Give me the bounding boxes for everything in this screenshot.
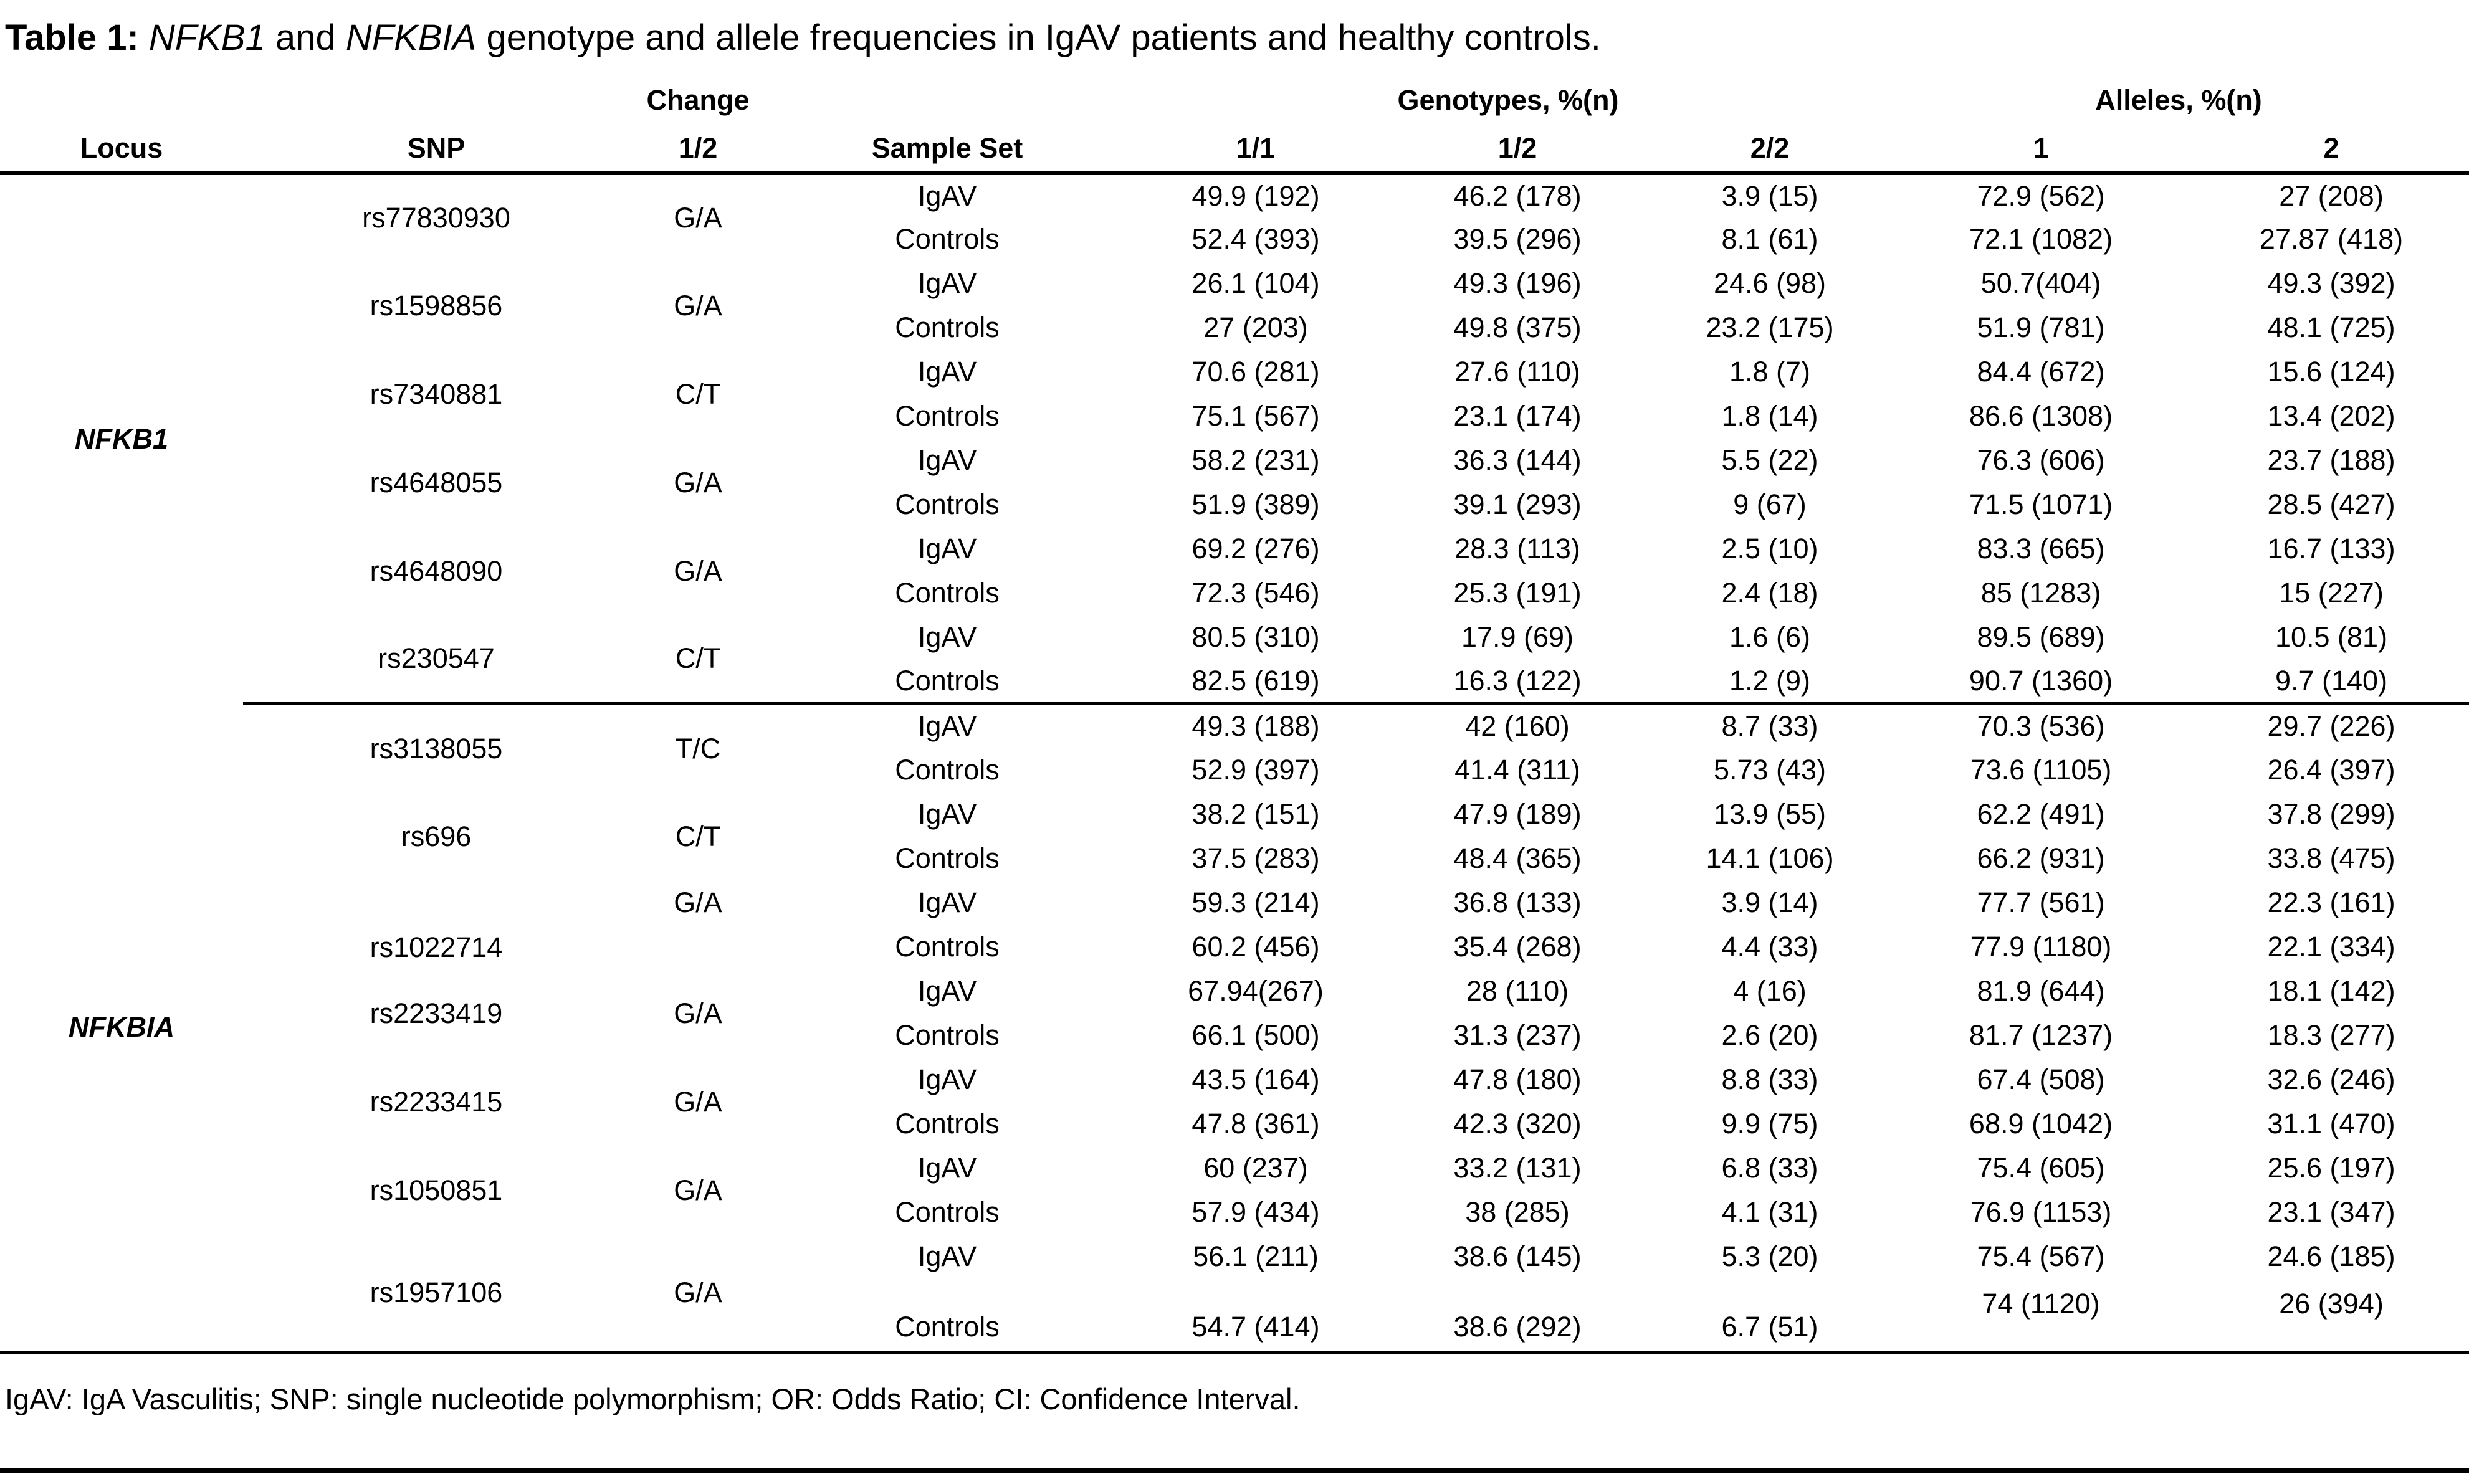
sample-cell: Controls <box>895 842 1000 875</box>
allele-cell: 27.87 (418) <box>2259 223 2404 255</box>
sample-cell: Controls <box>895 754 1000 786</box>
sample-cell: Controls <box>895 400 1000 432</box>
genotype-cell: 43.5 (164) <box>1192 1063 1320 1096</box>
allele-cell: 62.2 (491) <box>1977 798 2105 830</box>
header-spacer-snp <box>243 75 629 126</box>
allele-cell: 23.7 (188) <box>2267 444 2395 477</box>
table-row <box>0 262 2469 306</box>
allele-cell: 68.9 (1042) <box>1969 1108 2113 1140</box>
allele-cell: 81.9 (644) <box>1977 975 2105 1007</box>
genotype-cell: 56.1 (211) <box>1193 1240 1319 1273</box>
change-label: T/C <box>675 732 721 764</box>
table-row <box>0 350 2469 394</box>
change-label: G/A <box>674 554 722 587</box>
genotype-cell: 49.3 (188) <box>1128 704 1383 748</box>
locus-cell <box>0 704 243 1353</box>
genotype-cell: 80.5 (310) <box>1192 621 1320 654</box>
genotype-cell: 17.9 (69) <box>1461 621 1574 654</box>
allele-cell: 70.3 (536) <box>1888 704 2194 748</box>
genotype-cell: 47.9 (189) <box>1453 798 1582 830</box>
allele-cell: 90.7 (1360) <box>1969 664 2113 697</box>
change-label: G/A <box>674 997 722 1029</box>
allele-cell: 26.4 (397) <box>2267 754 2395 786</box>
snp-cell <box>243 1146 629 1235</box>
table-row <box>0 969 2469 1014</box>
genotype-cell: 5.73 (43) <box>1713 754 1827 786</box>
snp-label: rs4648055 <box>370 466 503 498</box>
allele-cell: 66.2 (931) <box>1977 842 2105 875</box>
snp-label: rs1022714 <box>370 931 503 963</box>
allele-cell: 71.5 (1071) <box>1969 488 2113 521</box>
allele-cell: 32.6 (246) <box>2267 1063 2395 1096</box>
header-group-row <box>0 75 2469 126</box>
snp-cell <box>243 1235 629 1353</box>
caption-gene1: NFKB1 <box>148 17 265 58</box>
change-label: C/T <box>675 820 721 852</box>
genotype-cell: 27.6 (110) <box>1454 356 1580 388</box>
column-header-snp: SNP <box>243 126 629 173</box>
genotype-cell: 49.8 (375) <box>1453 312 1582 344</box>
allele-cell: 18.1 (142) <box>2267 975 2395 1007</box>
snp-label: rs4648090 <box>370 554 503 587</box>
genotype-cell: 49.3 (196) <box>1453 267 1582 300</box>
header-spacer-sample <box>766 75 1128 126</box>
allele-cell: 27 (208) <box>2279 179 2384 212</box>
column-header-genotype-12: 1/2 <box>1383 126 1651 173</box>
snp-label: rs3138055 <box>370 732 503 764</box>
genotype-cell: 42 (160) <box>1383 704 1651 748</box>
sample-cell: IgAV <box>917 1152 977 1184</box>
genotype-cell: 46.2 (178) <box>1453 179 1582 212</box>
genotype-cell: 1.2 (9) <box>1729 664 1811 697</box>
genotype-cell: 58.2 (231) <box>1192 444 1320 477</box>
genotype-cell: 70.6 (281) <box>1192 356 1320 388</box>
genotype-cell: 28 (110) <box>1466 975 1569 1007</box>
sample-cell: Controls <box>895 1108 1000 1140</box>
allele-cell: 89.5 (689) <box>1977 621 2105 654</box>
column-header-locus: Locus <box>0 126 243 173</box>
genotype-cell: 37.5 (283) <box>1192 842 1320 875</box>
sample-cell: Controls <box>895 931 1000 963</box>
snp-label: rs77830930 <box>362 202 510 234</box>
genotype-cell: 47.8 (180) <box>1453 1063 1582 1096</box>
change-label: G/A <box>674 202 722 234</box>
change-label: G/A <box>674 1085 722 1118</box>
snp-cell <box>243 1058 629 1146</box>
allele-cell: 23.1 (347) <box>2267 1196 2395 1229</box>
table-row <box>0 1146 2469 1191</box>
genotype-cell: 54.7 (414) <box>1192 1310 1320 1343</box>
genotype-cell: 28.3 (113) <box>1454 533 1580 565</box>
genotype-cell: 16.3 (122) <box>1453 664 1582 697</box>
genotype-cell: 38.2 (151) <box>1192 798 1320 830</box>
allele-cell: 85 (1283) <box>1980 577 2101 609</box>
snp-cell <box>243 881 629 969</box>
genotype-cell: 2.6 (20) <box>1721 1019 1818 1052</box>
allele-cell: 84.4 (672) <box>1977 356 2105 388</box>
genotype-cell: 13.9 (55) <box>1713 798 1827 830</box>
table-header <box>0 75 2469 173</box>
snp-label: rs230547 <box>378 642 495 675</box>
sample-cell: IgAV <box>917 621 977 654</box>
change-label: G/A <box>674 289 722 321</box>
column-header-sample-set: Sample Set <box>766 126 1128 173</box>
snp-label: rs7340881 <box>370 378 503 410</box>
allele-cell: 74 (1120) <box>1982 1287 2100 1320</box>
genotype-cell: 25.3 (191) <box>1453 577 1582 609</box>
snp-cell <box>243 439 629 527</box>
genotype-cell: 5.5 (22) <box>1721 444 1818 477</box>
genotype-cell: 49.9 (192) <box>1192 179 1320 212</box>
column-header-change-group: Change <box>646 83 750 116</box>
caption-label: Table 1: <box>5 17 139 58</box>
genotype-cell: 38.6 (145) <box>1453 1240 1582 1273</box>
allele-cell: 49.3 (392) <box>2267 267 2395 300</box>
column-header-genotype-11: 1/1 <box>1128 126 1383 173</box>
genotype-cell: 35.4 (268) <box>1453 931 1582 963</box>
genotype-cell: 52.4 (393) <box>1192 223 1320 255</box>
change-cell <box>629 262 766 350</box>
allele-cell: 48.1 (725) <box>2267 312 2395 344</box>
genotype-cell: 3.9 (14) <box>1721 887 1818 919</box>
sample-cell: IgAV <box>917 798 977 830</box>
change-cell <box>629 439 766 527</box>
change-cell <box>629 350 766 439</box>
allele-cell: 18.3 (277) <box>2267 1019 2395 1052</box>
allele-cell: 83.3 (665) <box>1977 533 2105 565</box>
allele-cell: 9.7 (140) <box>2275 664 2388 697</box>
sample-cell: Controls <box>895 577 1000 609</box>
snp-label: rs1050851 <box>370 1174 503 1206</box>
genotype-cell: 27 (203) <box>1203 312 1308 344</box>
column-header-genotype-22: 2/2 <box>1651 126 1888 173</box>
genotype-cell: 47.8 (361) <box>1192 1108 1320 1140</box>
sample-cell: IgAV <box>917 1240 977 1273</box>
genotype-cell: 75.1 (567) <box>1192 400 1320 432</box>
snp-cell <box>243 527 629 616</box>
snp-cell <box>243 616 629 704</box>
genotype-cell: 66.1 (500) <box>1192 1019 1320 1052</box>
genotype-cell: 60 (237) <box>1203 1152 1308 1184</box>
genotype-cell: 59.3 (214) <box>1192 887 1320 919</box>
genotype-cell: 36.3 (144) <box>1453 444 1582 477</box>
column-header-genotypes-group: Genotypes, %(n) <box>1397 83 1619 116</box>
table-row <box>0 616 2469 660</box>
allele-cell: 75.4 (567) <box>1977 1240 2105 1273</box>
change-label: C/T <box>675 642 721 675</box>
genotype-cell: 9.9 (75) <box>1721 1108 1818 1140</box>
allele-cell: 24.6 (185) <box>2267 1240 2395 1273</box>
change-cell <box>629 704 766 792</box>
allele-cell: 81.7 (1237) <box>1969 1019 2113 1052</box>
change-cell <box>629 527 766 616</box>
allele-cell: 26 (394) <box>2279 1287 2384 1320</box>
change-label: C/T <box>675 378 721 410</box>
sample-cell: IgAV <box>917 975 977 1007</box>
column-header-change-sub: 1/2 <box>629 126 766 173</box>
sample-cell: Controls <box>895 1019 1000 1052</box>
change-label: G/A <box>674 466 722 498</box>
genotype-cell: 14.1 (106) <box>1706 842 1834 875</box>
allele-cell: 75.4 (605) <box>1977 1152 2105 1184</box>
change-label: G/A <box>674 1276 722 1308</box>
allele-cell: 33.8 (475) <box>2267 842 2395 875</box>
allele-cell: 72.9 (562) <box>1977 179 2105 212</box>
snp-cell <box>243 792 629 881</box>
locus-cell <box>0 173 243 704</box>
sample-cell: IgAV <box>917 887 977 919</box>
allele-cell: 76.9 (1153) <box>1970 1196 2112 1229</box>
genotype-cell: 4.4 (33) <box>1721 931 1818 963</box>
genotype-cell: 41.4 (311) <box>1454 754 1580 786</box>
sample-cell: IgAV <box>917 1063 977 1096</box>
snp-label: rs1957106 <box>370 1276 503 1308</box>
change-cell <box>629 173 766 262</box>
bottom-rule <box>0 1468 2469 1473</box>
genotype-cell: 3.9 (15) <box>1721 179 1818 212</box>
allele-cell: 73.6 (1105) <box>1970 754 2112 786</box>
table-footnote: IgAV: IgA Vasculitis; SNP: single nucleotide polymorphism; OR: Odds Ratio; CI: Confidence Interval. <box>5 1382 1301 1415</box>
snp-cell <box>243 262 629 350</box>
snp-cell <box>243 173 629 262</box>
caption-rest: genotype and allele frequencies in IgAV patients and healthy controls. <box>476 17 1601 58</box>
genotype-cell: 23.1 (174) <box>1453 400 1582 432</box>
allele-cell: 76.3 (606) <box>1977 444 2105 477</box>
genotype-cell: 8.7 (33) <box>1651 704 1888 748</box>
genotype-cell: 57.9 (434) <box>1192 1196 1320 1229</box>
genotype-cell: 5.3 (20) <box>1721 1240 1818 1273</box>
allele-cell: 25.6 (197) <box>2267 1152 2395 1184</box>
allele-cell: 22.3 (161) <box>2267 887 2395 919</box>
genotype-cell: 8.8 (33) <box>1721 1063 1818 1096</box>
sample-cell: Controls <box>895 223 1000 255</box>
allele-cell: 77.9 (1180) <box>1970 931 2112 963</box>
header-spacer-locus <box>0 75 243 126</box>
genotype-cell: 48.4 (365) <box>1453 842 1582 875</box>
genotype-cell: 2.5 (10) <box>1721 533 1818 565</box>
snp-cell <box>243 969 629 1058</box>
change-cell <box>629 1146 766 1235</box>
genotype-cell: 8.1 (61) <box>1721 223 1818 255</box>
genotype-cell: 33.2 (131) <box>1453 1152 1582 1184</box>
sample-cell: Controls <box>895 664 1000 697</box>
allele-cell: 28.5 (427) <box>2267 488 2395 521</box>
genotype-cell: 42.3 (320) <box>1453 1108 1582 1140</box>
allele-cell: 16.7 (133) <box>2267 533 2395 565</box>
change-label: G/A <box>674 1174 722 1206</box>
genotype-cell: 6.7 (51) <box>1721 1310 1818 1343</box>
genotype-cell: 36.8 (133) <box>1453 887 1582 919</box>
genotype-cell: 39.5 (296) <box>1453 223 1582 255</box>
genotype-cell: 67.94(267) <box>1188 975 1324 1007</box>
table-row <box>0 881 2469 925</box>
locus-label: NFKB1 <box>74 423 168 455</box>
allele-cell: 13.4 (202) <box>2267 400 2395 432</box>
allele-cell: 15 (227) <box>2279 577 2384 609</box>
table-row <box>0 1235 2469 1279</box>
snp-label: rs2233419 <box>370 997 503 1029</box>
genotype-cell: 38.6 (292) <box>1453 1310 1582 1343</box>
sample-cell: IgAV <box>766 704 1128 748</box>
table-row <box>0 1058 2469 1102</box>
table-row <box>0 527 2469 571</box>
allele-cell: 10.5 (81) <box>2275 621 2388 654</box>
column-header-allele-1: 1 <box>1888 126 2194 173</box>
genotype-cell: 39.1 (293) <box>1453 488 1582 521</box>
allele-cell: 67.4 (508) <box>1977 1063 2105 1096</box>
change-cell <box>629 616 766 704</box>
genotype-cell: 51.9 (389) <box>1192 488 1320 521</box>
genotype-cell: 31.3 (237) <box>1453 1019 1582 1052</box>
sample-cell: Controls <box>895 312 1000 344</box>
column-header-alleles-group: Alleles, %(n) <box>2095 83 2262 116</box>
genotype-cell: 6.8 (33) <box>1721 1152 1818 1184</box>
change-cell <box>629 969 766 1058</box>
sample-cell: IgAV <box>917 444 977 477</box>
table-body <box>0 173 2469 1353</box>
caption-conjunction: and <box>265 17 346 58</box>
allele-cell: 29.7 (226) <box>2194 704 2469 748</box>
table-row <box>0 173 2469 217</box>
snp-label: rs1598856 <box>370 289 503 321</box>
genotype-cell: 82.5 (619) <box>1192 664 1320 697</box>
allele-cell: 50.7(404) <box>1980 267 2101 300</box>
sample-cell: Controls <box>895 488 1000 521</box>
genotype-cell: 1.6 (6) <box>1729 621 1811 654</box>
genotype-cell: 1.8 (7) <box>1729 356 1811 388</box>
genotype-cell: 1.8 (14) <box>1721 400 1818 432</box>
table-caption <box>0 0 2469 75</box>
snp-cell <box>243 350 629 439</box>
change-cell <box>629 1235 766 1353</box>
sample-cell: IgAV <box>917 533 977 565</box>
snp-cell <box>243 704 629 792</box>
change-cell <box>629 792 766 881</box>
header-columns-row <box>0 126 2469 173</box>
genotype-cell: 9 (67) <box>1733 488 1807 521</box>
snp-label: rs696 <box>401 820 472 852</box>
table-row <box>0 439 2469 483</box>
change-cell <box>629 1058 766 1146</box>
allele-cell: 72.1 (1082) <box>1969 223 2113 255</box>
genotype-cell: 2.4 (18) <box>1721 577 1818 609</box>
allele-cell: 22.1 (334) <box>2267 931 2395 963</box>
genotype-cell: 4.1 (31) <box>1721 1196 1818 1229</box>
genotype-cell: 24.6 (98) <box>1713 267 1827 300</box>
locus-label: NFKBIA <box>69 1011 174 1043</box>
caption-gene2: NFKBIA <box>345 17 477 58</box>
genotype-cell: 69.2 (276) <box>1192 533 1320 565</box>
genotype-cell: 60.2 (456) <box>1192 931 1320 963</box>
genotype-frequency-table <box>0 75 2469 1354</box>
genotype-cell: 4 (16) <box>1733 975 1807 1007</box>
change-label: G/A <box>674 886 722 918</box>
change-cell <box>629 881 766 969</box>
sample-cell: Controls <box>895 1196 1000 1229</box>
sample-cell: Controls <box>895 1310 1000 1343</box>
allele-cell: 15.6 (124) <box>2267 356 2395 388</box>
allele-cell: 86.6 (1308) <box>1969 400 2113 432</box>
column-header-allele-2: 2 <box>2194 126 2469 173</box>
table-row <box>0 792 2469 837</box>
genotype-cell: 23.2 (175) <box>1706 312 1834 344</box>
allele-cell: 31.1 (470) <box>2267 1108 2395 1140</box>
sample-cell: IgAV <box>917 267 977 300</box>
sample-cell: IgAV <box>917 179 977 212</box>
table-row <box>0 704 2469 748</box>
allele-cell: 37.8 (299) <box>2267 798 2395 830</box>
genotype-cell: 72.3 (546) <box>1192 577 1320 609</box>
allele-cell: 77.7 (561) <box>1977 887 2105 919</box>
allele-cell: 51.9 (781) <box>1977 312 2105 344</box>
genotype-cell: 26.1 (104) <box>1192 267 1320 300</box>
genotype-cell: 38 (285) <box>1465 1196 1570 1229</box>
genotype-cell: 52.9 (397) <box>1192 754 1320 786</box>
snp-label: rs2233415 <box>370 1085 503 1118</box>
sample-cell: IgAV <box>917 356 977 388</box>
